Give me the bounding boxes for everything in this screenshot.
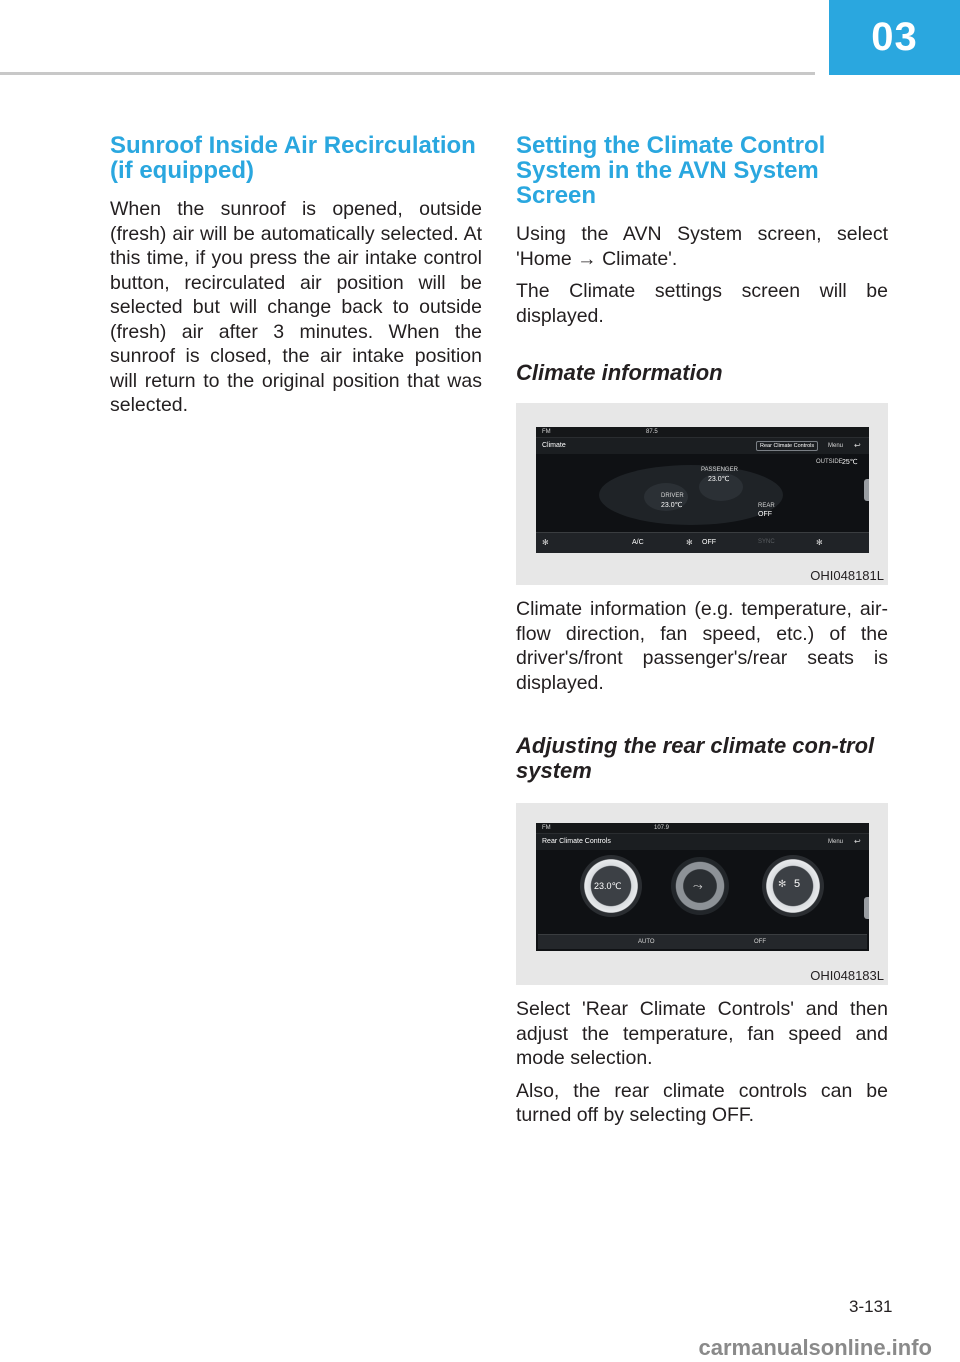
back-icon[interactable]: ↩ <box>854 837 861 846</box>
subheading-rear-climate: Adjusting the rear climate con-trol system <box>516 733 875 783</box>
ac-button[interactable]: A/C <box>632 539 644 546</box>
rear-state: OFF <box>758 511 772 518</box>
sync-button[interactable]: SYNC <box>758 539 775 545</box>
rear-climate-controls-button[interactable]: Rear Climate Controls <box>756 441 818 451</box>
climate-information-description: Climate information (e.g. temperature, air-flow direction, fan speed, etc.) of the driver's/front passenger's/rear seats is displayed. <box>516 598 888 694</box>
driver-temperature: 23.0℃ <box>661 502 683 509</box>
section-heading-sunroof: Sunroof Inside Air Recirculation (if equipped) <box>110 132 476 184</box>
side-panel-handle[interactable] <box>864 479 869 501</box>
auto-button[interactable]: AUTO <box>638 939 655 945</box>
figure-code: OHI048183L <box>810 968 884 983</box>
rear-label: REAR <box>758 503 775 509</box>
rear-temperature: 23.0℃ <box>594 881 622 891</box>
rear-climate-instruction: Select 'Rear Climate Controls' and then adjust the temperature, fan speed and mode selection. <box>516 998 888 1069</box>
radio-frequency: 107.9 <box>654 825 670 831</box>
driver-label: DRIVER <box>661 493 684 499</box>
page-number: 3-131 <box>849 1297 893 1316</box>
seat-airflow-icon: ⤳ <box>693 879 703 893</box>
rear-climate-off-text: Also, the rear climate controls can be turned off by selecting OFF. <box>516 1079 888 1126</box>
screen-title: Rear Climate Controls <box>542 838 611 845</box>
menu-button[interactable]: Menu <box>828 443 844 449</box>
subheading-climate-information: Climate information <box>516 360 723 385</box>
fan-mode-icon[interactable]: ✻ <box>686 538 693 547</box>
sunroof-body-text: When the sunroof is opened, outside (fresh) air will be automatically selected. At this time, if you press the air intake control button, recirculated air position will be selected but will change back to outside (fresh) air after 3 minutes. When the sunroof is closed, the air intake position will return to the original position that was selected. <box>110 198 482 416</box>
fan-off-button[interactable]: OFF <box>702 539 716 546</box>
figure-rear-climate-screen <box>516 803 888 985</box>
passenger-temperature: 23.0℃ <box>708 476 730 483</box>
status-bar <box>536 823 869 834</box>
mode-selection-dial[interactable] <box>671 857 729 915</box>
side-panel-handle[interactable] <box>864 897 869 919</box>
status-bar <box>536 427 869 438</box>
climate-screen <box>536 427 869 553</box>
rear-climate-button-row <box>538 934 867 949</box>
radio-band: FM <box>542 429 551 435</box>
title-bar <box>536 438 869 454</box>
climate-instruction-text: Using the AVN System screen, select 'Home → Climate'. <box>516 223 888 270</box>
screen-title: Climate <box>542 442 566 449</box>
off-button[interactable]: OFF <box>754 939 766 945</box>
fan-speed-value: 5 <box>794 878 801 890</box>
back-icon[interactable]: ↩ <box>854 441 861 450</box>
climate-display-text: The Climate settings screen will be displayed. <box>516 280 888 327</box>
header-rule <box>0 72 815 75</box>
rear-climate-screen <box>536 823 869 951</box>
outside-label: OUTSIDE <box>816 459 843 465</box>
passenger-fan-icon[interactable]: ✻ <box>816 538 823 547</box>
section-heading-climate-avn: Setting the Climate Control System in the AVN System Screen <box>516 132 826 209</box>
radio-band: FM <box>542 825 551 831</box>
fan-icon: ✻ <box>778 879 787 890</box>
left-column <box>110 133 482 426</box>
passenger-label: PASSENGER <box>701 467 738 473</box>
right-column <box>516 133 888 1136</box>
watermark: carmanualsonline.info <box>698 1335 932 1360</box>
outside-temperature: 25℃ <box>842 459 858 466</box>
figure-climate-screen <box>516 403 888 585</box>
temperature-dial[interactable] <box>580 855 642 917</box>
chapter-tab: 03 <box>829 0 960 75</box>
fan-icon[interactable]: ✻ <box>542 538 549 547</box>
title-bar <box>536 834 869 850</box>
menu-button[interactable]: Menu <box>828 839 844 845</box>
figure-code: OHI048181L <box>810 568 884 583</box>
radio-frequency: 87.5 <box>646 429 658 435</box>
climate-bottom-bar <box>536 532 869 553</box>
fan-speed-dial[interactable] <box>762 855 824 917</box>
